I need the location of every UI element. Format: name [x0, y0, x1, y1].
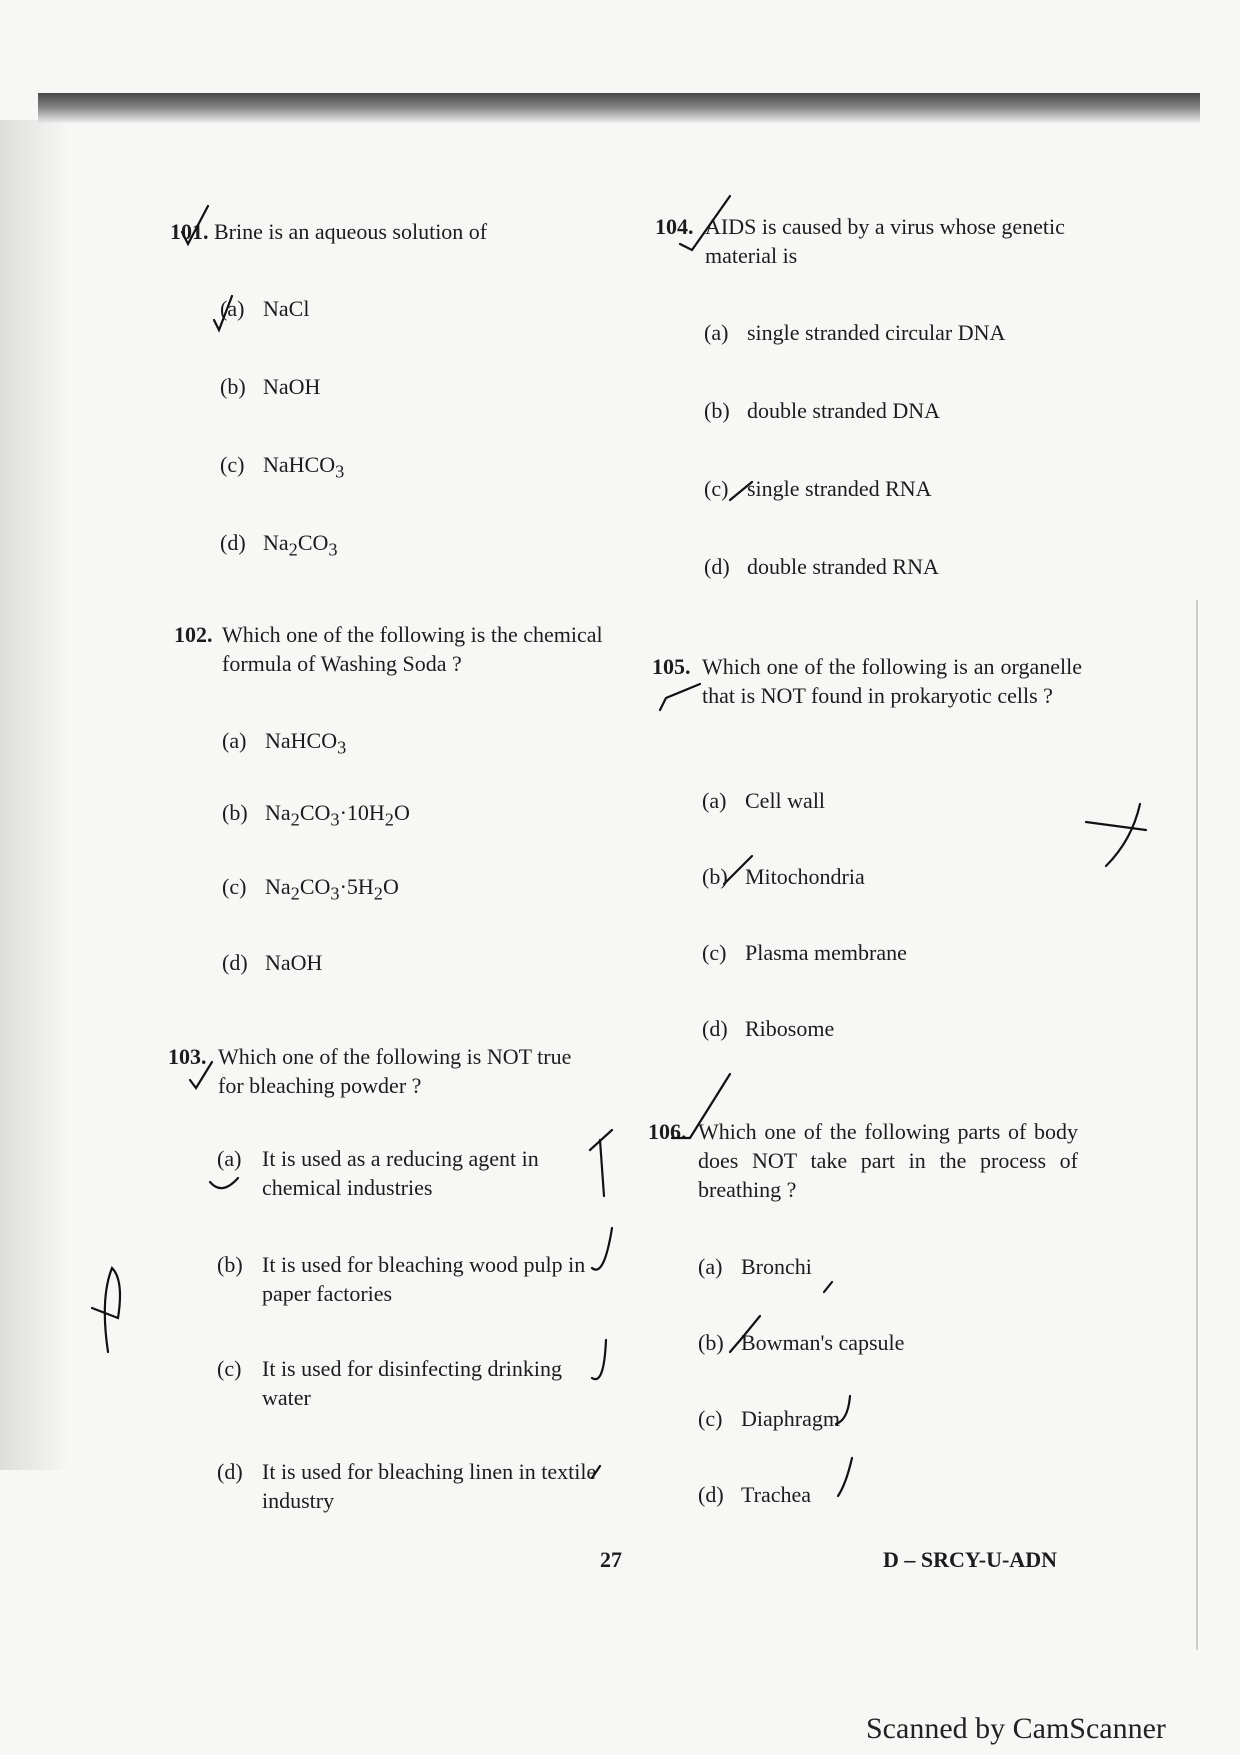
- question-text: Which one of the following is the chemical formula of Washing Soda ?: [222, 622, 603, 676]
- option-formula: NaHCO$_3$: [263, 452, 345, 482]
- question-number: 103.: [168, 1044, 207, 1069]
- option-text: single stranded circular DNA: [747, 320, 1006, 345]
- option-label: (b): [222, 800, 248, 825]
- option-label: (a): [217, 1146, 242, 1171]
- option-text: It is used for disinfecting drinking water: [262, 1356, 563, 1410]
- option-label: (c): [217, 1356, 242, 1381]
- question-106: [648, 1117, 1078, 1204]
- option-105-b: [702, 862, 865, 891]
- question-text: Which one of the following is an organelle that is NOT found in prokaryotic cells ?: [702, 654, 1082, 708]
- tick-mark-106-a: [824, 1282, 832, 1292]
- option-text: Ribosome: [745, 1016, 835, 1041]
- option-text: Plasma membrane: [745, 940, 907, 965]
- option-label: (d): [222, 950, 248, 975]
- option-label: (b): [698, 1330, 724, 1355]
- option-label: (d): [217, 1459, 243, 1484]
- option-text: It is used as a reducing agent in chemical industries: [262, 1146, 539, 1200]
- tick-mark-106-d: [838, 1458, 852, 1496]
- option-label: (a): [220, 296, 245, 321]
- question-number: 102.: [174, 622, 213, 647]
- option-label: (a): [222, 728, 247, 753]
- option-label: (b): [704, 398, 730, 423]
- option-label: (d): [220, 530, 246, 555]
- option-label: (a): [698, 1254, 723, 1279]
- option-104-d: [704, 552, 939, 581]
- cross-mark-margin-left: [92, 1268, 120, 1352]
- option-106-d: [698, 1480, 811, 1509]
- question-104: [655, 212, 1095, 270]
- option-101-a: [220, 294, 309, 323]
- option-label: (a): [702, 788, 727, 813]
- option-103-d: [217, 1457, 597, 1515]
- option-formula: NaCl: [263, 296, 310, 321]
- scan-right-edge: [1196, 600, 1198, 1650]
- option-text: double stranded DNA: [747, 398, 941, 423]
- option-formula: $Na_2CO_3\cdot 5H_2O$: [265, 874, 399, 904]
- option-text: It is used for bleaching wood pulp in paper factories: [262, 1252, 586, 1306]
- page-number: 27: [600, 1547, 622, 1572]
- option-label: (c): [704, 476, 729, 501]
- option-label: (c): [702, 940, 727, 965]
- question-number: 106.: [648, 1119, 687, 1144]
- question-text: Brine is an aqueous solution of: [214, 219, 488, 244]
- option-102-d: [222, 948, 322, 977]
- option-formula: $Na_2CO_3\cdot 10H_2O$: [265, 800, 410, 830]
- option-103-b: [217, 1250, 597, 1308]
- option-105-a: [702, 786, 825, 815]
- option-104-b: [704, 396, 940, 425]
- option-label: (b): [702, 864, 728, 889]
- option-text: Mitochondria: [745, 864, 865, 889]
- option-102-a: [222, 726, 346, 762]
- question-number: 101.: [170, 219, 209, 244]
- question-number: 104.: [655, 214, 694, 239]
- cross-mark-margin-right: [1086, 804, 1146, 866]
- option-103-c: [217, 1354, 597, 1412]
- option-label: (d): [702, 1016, 728, 1041]
- scanner-watermark: Scanned by CamScanner: [866, 1712, 1166, 1745]
- option-101-c: [220, 450, 344, 486]
- option-label: (d): [704, 554, 730, 579]
- scan-left-edge: [0, 120, 70, 1470]
- option-text: Cell wall: [745, 788, 826, 813]
- option-text: It is used for bleaching linen in textile industry: [262, 1459, 597, 1513]
- option-101-d: [220, 528, 338, 564]
- option-106-c: [698, 1404, 840, 1433]
- option-104-a: [704, 318, 1005, 347]
- question-101: [170, 217, 590, 246]
- option-text: Trachea: [741, 1482, 812, 1507]
- option-formula: NaOH: [263, 374, 321, 399]
- question-102: [174, 620, 604, 678]
- option-formula: NaOH: [265, 950, 323, 975]
- option-105-c: [702, 938, 907, 967]
- option-formula: $Na_2CO_3$: [263, 530, 338, 560]
- option-102-c: [222, 872, 399, 908]
- option-label: (b): [220, 374, 246, 399]
- question-text: Which one of the following is NOT true for bleaching powder ?: [218, 1044, 572, 1098]
- option-101-b: [220, 372, 320, 401]
- option-label: (b): [217, 1252, 243, 1277]
- question-text: AIDS is caused by a virus whose genetic material is: [705, 214, 1065, 268]
- option-text: single stranded RNA: [747, 476, 932, 501]
- option-text: Bowman's capsule: [741, 1330, 905, 1355]
- option-label: (c): [222, 874, 247, 899]
- option-104-c: [704, 474, 932, 503]
- option-label: (c): [220, 452, 245, 477]
- option-103-a: [217, 1144, 597, 1202]
- option-formula: NaHCO$_3$: [265, 728, 347, 758]
- option-label: (c): [698, 1406, 723, 1431]
- option-label: (d): [698, 1482, 724, 1507]
- option-text: Diaphragm: [741, 1406, 840, 1431]
- option-106-a: [698, 1252, 812, 1281]
- question-105: [652, 652, 1082, 710]
- scan-top-shadow: [38, 93, 1200, 123]
- question-number: 105.: [652, 654, 691, 679]
- option-102-b: [222, 798, 410, 834]
- question-text: Which one of the following parts of body does NOT take part in the process of breathing ?: [698, 1119, 1078, 1202]
- option-105-d: [702, 1014, 834, 1043]
- option-106-b: [698, 1328, 904, 1357]
- option-text: double stranded RNA: [747, 554, 939, 579]
- booklet-code: D – SRCY-U-ADN: [883, 1547, 1057, 1572]
- option-text: Bronchi: [741, 1254, 812, 1279]
- option-label: (a): [704, 320, 729, 345]
- question-103: [168, 1042, 598, 1100]
